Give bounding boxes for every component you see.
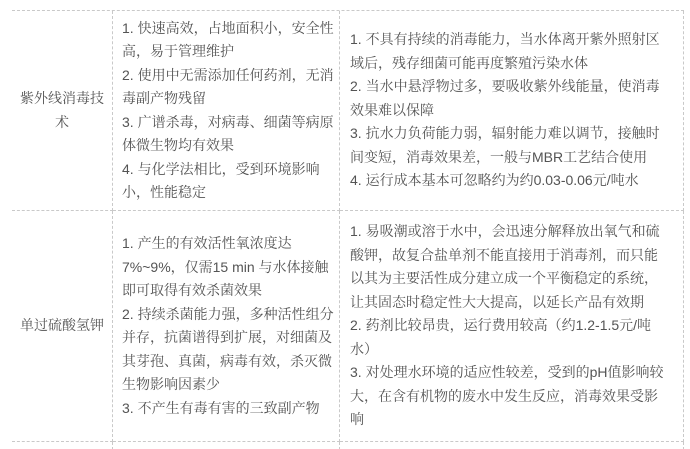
disadvantages-cell-uv xyxy=(340,11,684,211)
disadvantage-item: 1. 不具有持续的消毒能力，当水体离开紫外照射区域后，残存细菌可能再度繁殖污染水体 xyxy=(350,31,660,71)
disinfection-comparison-table xyxy=(12,10,684,449)
disadvantage-item: 2. 药剂比较昂贵，运行费用较高（约1.2-1.5元/吨水） xyxy=(350,317,652,357)
advantages-cell-pms xyxy=(113,211,340,442)
tech-name: 紫外线消毒技术 xyxy=(20,90,104,130)
advantages-cell-uv xyxy=(113,11,340,211)
disadvantages-cell-pms xyxy=(340,211,684,442)
disadvantage-item: 3. 抗水力负荷能力弱，辐射能力难以调节，接触时间变短，消毒效果差，一般与MBR工艺结合使用 xyxy=(350,125,660,165)
disadvantage-item: 1. 易吸潮或溶于水中，会迅速分解释放出氧气和硫酸钾，故复合盐单剂不能直接用于消毒剂，而只能以其为主要活性成分建立成一个平衡稳定的系统，让其固态时稳定性大大提高，以延长产品有效期 xyxy=(350,223,660,310)
disadvantages-cell-next xyxy=(340,442,684,449)
advantage-item: 1. 快速高效，占地面积小，安全性高，易于管理维护 xyxy=(122,19,334,59)
advantages-cell-next xyxy=(113,442,340,449)
tech-name-cell-pms xyxy=(12,211,113,442)
tech-name-cell-next xyxy=(12,442,113,449)
tech-name-cell-uv xyxy=(12,11,113,211)
advantage-item: 3. 广谱杀毒，对病毒、细菌等病原体微生物均有效果 xyxy=(122,113,334,153)
tech-name: 单过硫酸氢钾 xyxy=(20,317,104,334)
disadvantage-item: 3. 对处理水环境的适应性较差，受到的pH值影响较大，在含有机物的废水中发生反应，消毒效果受影响 xyxy=(350,364,664,428)
disadvantage-item: 4. 运行成本基本可忽略约为约0.03-0.06元/吨水 xyxy=(350,172,639,189)
advantage-item: 1. 产生的有效活性氧浓度达7%~9%，仅需15 min 与水体接触即可取得有效杀菌效果 xyxy=(122,235,329,298)
advantage-item: 4. 与化学法相比，受到环境影响小，性能稳定 xyxy=(122,160,320,200)
advantage-item: 3. 不产生有毒有害的三致副产物 xyxy=(122,399,320,416)
advantage-item: 2. 持续杀菌能力强，多种活性组分并存，抗菌谱得到扩展，对细菌及其芽孢、真菌，病毒有效，杀灭微生物影响因素少 xyxy=(122,305,334,392)
disadvantage-item: 2. 当水中悬浮物过多，要吸收紫外线能量，使消毒效果难以保障 xyxy=(350,78,660,118)
advantage-item: 2. 使用中无需添加任何药剂，无消毒副产物残留 xyxy=(122,66,334,106)
